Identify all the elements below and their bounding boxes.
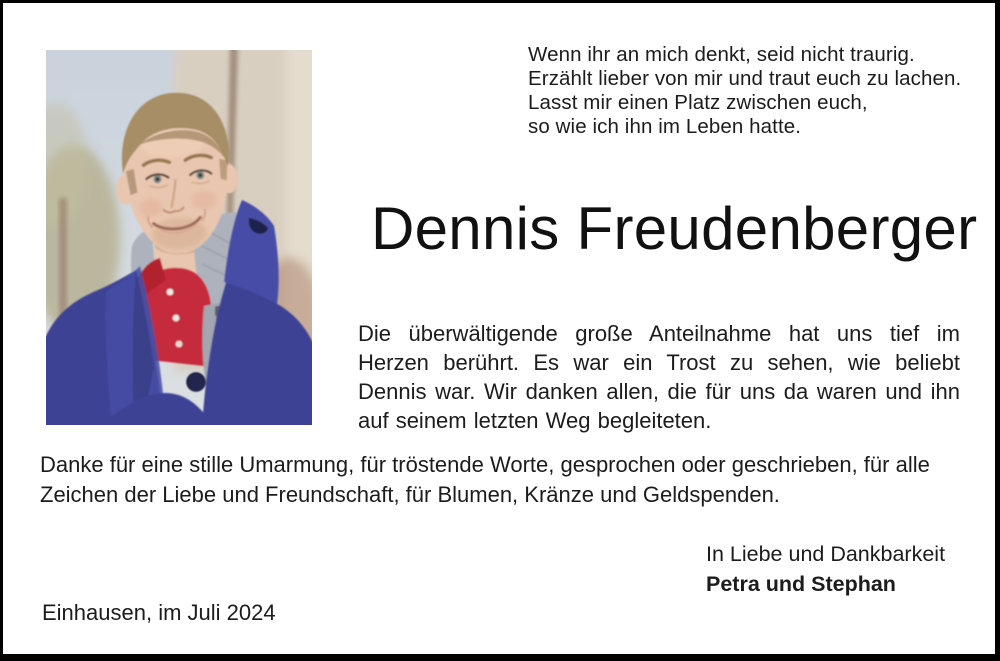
deceased-name: Dennis Freudenberger — [371, 195, 978, 262]
poem-line: Erzählt lieber von mir und traut euch zu lachen. — [528, 67, 962, 90]
poem-line: Lasst mir einen Platz zwischen euch, — [528, 91, 868, 114]
poem — [528, 43, 961, 139]
poem-line: Wenn ihr an mich denkt, seid nicht traurig. — [528, 43, 915, 66]
poem-line: so wie ich ihn im Leben hatte. — [528, 115, 802, 138]
tree-trunk-left — [59, 198, 67, 323]
mourners-names: Petra und Stephan — [706, 572, 896, 596]
portrait-illustration — [46, 50, 312, 425]
shirt-button-1 — [167, 289, 174, 296]
closing-block — [706, 539, 945, 599]
condolence-paragraph: Die überwältigende große Anteilnahme hat uns tief im Herzen berührt. Es war ein Trost zu sehen, wie beliebt Dennis war. Wir danken allen, die für uns da waren und ihn auf seinem letzten Weg begleiteten. — [358, 321, 960, 433]
place-date: Einhausen, im Juli 2024 — [42, 600, 276, 625]
portrait-photo — [46, 50, 312, 425]
thanks-paragraph: Danke für eine stille Umarmung, für tröstende Worte, gesprochen oder geschrieben, für alle Zeichen der Liebe und Freundschaft, für Blumen, Kränze und Geldspenden. — [40, 452, 930, 507]
shirt-button-2 — [173, 315, 180, 322]
shirt-button-3 — [176, 341, 183, 348]
closing-line: In Liebe und Dankbarkeit — [706, 542, 946, 566]
memorial-notice — [3, 3, 995, 654]
